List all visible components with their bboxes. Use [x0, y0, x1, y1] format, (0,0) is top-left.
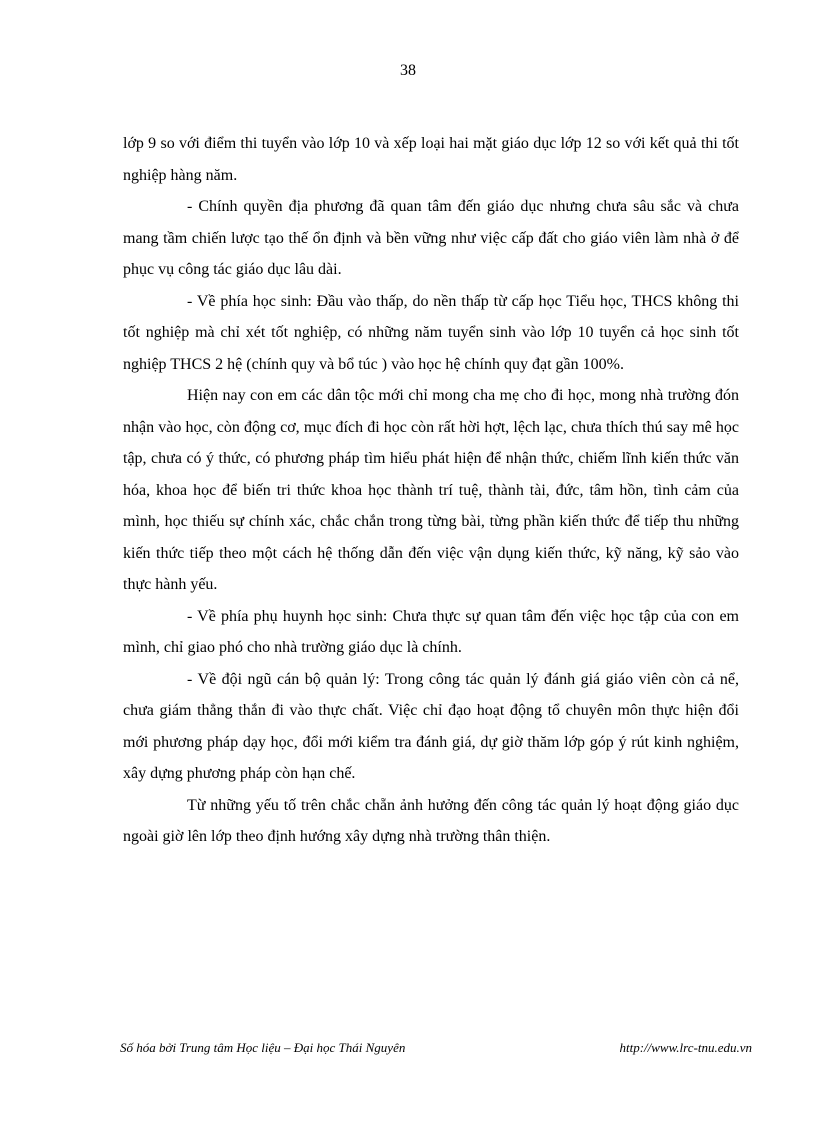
page-number: 38: [400, 62, 416, 79]
paragraph-conclusion: Từ những yếu tố trên chắc chẵn ảnh hưởng đến công tác quản lý hoạt động giáo dục ngoài giờ lên lớp theo định hướng xây dựng nhà trường thân thiện.: [123, 796, 739, 845]
footer-source: Số hóa bởi Trung tâm Học liệu – Đại học Thái Nguyên: [120, 1040, 406, 1055]
paragraph-ethnic-children: Hiện nay con em các dân tộc mới chỉ mong cha mẹ cho đi học, mong nhà trường đón nhận vào học, còn động cơ, mục đích đi học còn rất hời hợt, lệch lạc, chưa thích thú say mê học tập, chưa có ý thức, có phương pháp tìm hiểu phát hiện để nhận thức, chiếm lĩnh kiến thức văn hóa, khoa học để biến tri thức khoa học thành trí tuệ, thành tài, đức, tâm hồn, tình cảm của mình, học thiếu sự chính xác, chắc chắn trong từng bài, từng phần kiến thức để tiếp thu những kiến thức tiếp theo một cách hệ thống dẫn đến việc vận dụng kiến thức, kỹ năng, kỹ sảo vào thực hành yếu.: [123, 387, 739, 593]
paragraph-management-staff: - Về đội ngũ cán bộ quản lý: Trong công tác quản lý đánh giá giáo viên còn cả nể, chưa giám thẳng thắn đi vào thực chất. Việc chỉ đạo hoạt động tổ chuyên môn thực hiện đổi mới phương pháp dạy học, đổi mới kiểm tra đánh giá, dự giờ thăm lớp góp ý rút kinh nghiệm, xây dựng phương pháp còn hạn chế.: [123, 670, 739, 782]
footer-url[interactable]: http://www.lrc-tnu.edu.vn: [619, 1040, 752, 1055]
paragraph-parents: - Về phía phụ huynh học sinh: Chưa thực sự quan tâm đến việc học tập của con em mình, chỉ giao phó cho nhà trường giáo dục là chính.: [123, 607, 739, 656]
document-body: [123, 128, 739, 853]
paragraph-local-government: - Chính quyền địa phương đã quan tâm đến giáo dục nhưng chưa sâu sắc và chưa mang tầm chiến lược tạo thế ổn định và bền vững như việc cấp đất cho giáo viên làm nhà ở để phục vụ công tác giáo dục lâu dài.: [123, 198, 739, 278]
paragraph-continuation: lớp 9 so với điểm thi tuyển vào lớp 10 và xếp loại hai mặt giáo dục lớp 12 so với kết quả thi tốt nghiệp hàng năm.: [123, 135, 739, 184]
paragraph-students: - Về phía học sinh: Đầu vào thấp, do nền thấp từ cấp học Tiểu học, THCS không thi tốt nghiệp mà chỉ xét tốt nghiệp, có những năm tuyển sinh vào lớp 10 tuyển cả học sinh tốt nghiệp THCS 2 hệ (chính quy và bổ túc ) vào học hệ chính quy đạt gần 100%.: [123, 292, 739, 373]
